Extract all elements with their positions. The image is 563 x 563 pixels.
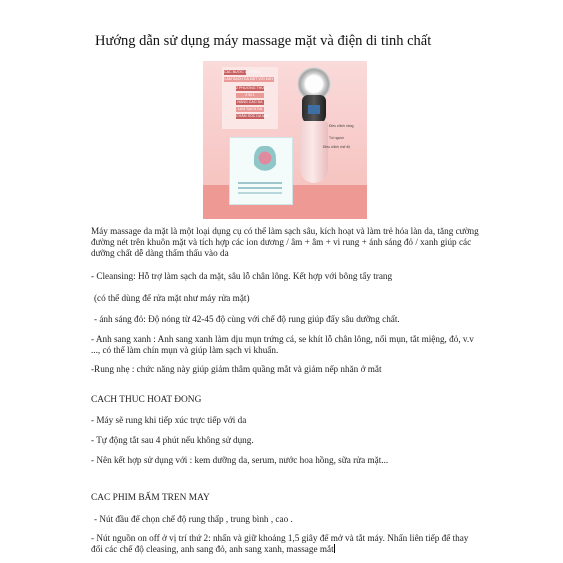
intro-line: đường nét trên khuôn mặt và tích hợp các ion dương / âm + âm + vi rung + ánh sáng đỏ / xanh giúp các bbox=[91, 237, 472, 247]
card-tag: 2 IN 1 bbox=[236, 93, 264, 98]
product-photo bbox=[203, 61, 367, 219]
card-tag: NÂNG CAO DA bbox=[237, 100, 263, 104]
intro-line: Máy massage da mặt là một loại dụng cụ có thể làm sạch sâu, kích hoạt và làm trẻ hóa làn da, tăng cường bbox=[91, 226, 479, 236]
flower-graphic bbox=[254, 146, 276, 176]
product-box bbox=[229, 137, 293, 205]
card-tag: CÁC BƯỚC CƠ BẢN bbox=[224, 70, 259, 74]
feature-cleansing: - Cleansing: Hỗ trợ làm sạch da mặt, sâu lỗ chân lông. Kết hợp với bông tẩy trang bbox=[91, 271, 393, 281]
card-tag: 2 PHƯƠNG THỨC bbox=[236, 86, 267, 90]
buttons-item-cont[interactable] bbox=[91, 544, 335, 555]
device-annotation: Điều chỉnh chế độ bbox=[323, 145, 351, 149]
box-text-lines bbox=[238, 182, 282, 184]
how-it-works-item: - Tự động tắt sau 4 phút nếu không sử dụng. bbox=[91, 435, 254, 445]
feature-vibration: -Rung nhẹ : chức năng này giúp giảm thâm quầng mắt và giảm nếp nhăn ở mắt bbox=[91, 364, 382, 374]
document-title: Hướng dẫn sử dụng máy massage mặt và điện di tinh chất bbox=[95, 33, 432, 49]
card-tag: CHĂM SÓC DA MẶT bbox=[236, 114, 270, 118]
how-it-works-item: - Nên kết hợp sử dụng với : kem dưỡng da, serum, nước hoa hồng, sữa rửa mặt... bbox=[91, 455, 389, 465]
how-it-works-item: - Máy sẽ rung khi tiếp xúc trực tiếp với da bbox=[91, 415, 247, 425]
device-screen bbox=[308, 105, 320, 114]
device-annotation: Điều chỉnh nâng bbox=[329, 124, 354, 128]
feature-cleansing-note: (có thể dùng để rửa mặt như máy rửa mặt) bbox=[94, 293, 250, 303]
feature-blue-light: - Anh sang xanh : Anh sang xanh làm dịu mụn trứng cá, se khít lỗ chân lông, nổi mụn, tắt miệng, đỏ, v.v bbox=[91, 334, 474, 344]
how-it-works-heading: CACH THUC HOAT ĐONG bbox=[91, 395, 202, 405]
card-tag: LÀM SẠCH DA MẶT VỚI MÁY bbox=[224, 77, 274, 81]
buttons-item: - Nút đầu để chọn chế độ rung thấp , trung bình , cao . bbox=[94, 514, 293, 524]
buttons-heading: CAC PHIM BẤM TREN MAY bbox=[91, 493, 210, 503]
text-cursor bbox=[334, 544, 335, 553]
steps-card bbox=[222, 67, 278, 129]
card-tag: LÀM SẠCH DA bbox=[237, 107, 263, 111]
device-annotation: Túi nguồn bbox=[329, 136, 345, 140]
intro-line: dưỡng chất dễ dàng thẩm thấu vào da bbox=[91, 248, 229, 258]
feature-red-light: - ánh sáng đỏ: Độ nóng từ 42-45 độ cùng với chế độ rung giúp đẩy sâu dưỡng chất. bbox=[94, 314, 400, 324]
buttons-item-text: đổi các chế độ cleasing, anh sang đỏ, anh sang xanh, massage mắt bbox=[91, 544, 334, 554]
feature-blue-light-cont: ..., có thể làm chín mụn và giúp làm sạch vi khuẩn. bbox=[91, 345, 279, 355]
device-handle bbox=[300, 121, 328, 183]
buttons-item: - Nút nguồn on off ở vị trí thứ 2: nhấn và giữ khoảng 1,5 giây để mở và tắt máy. Nhấn liên tiếp để thay bbox=[91, 533, 469, 543]
